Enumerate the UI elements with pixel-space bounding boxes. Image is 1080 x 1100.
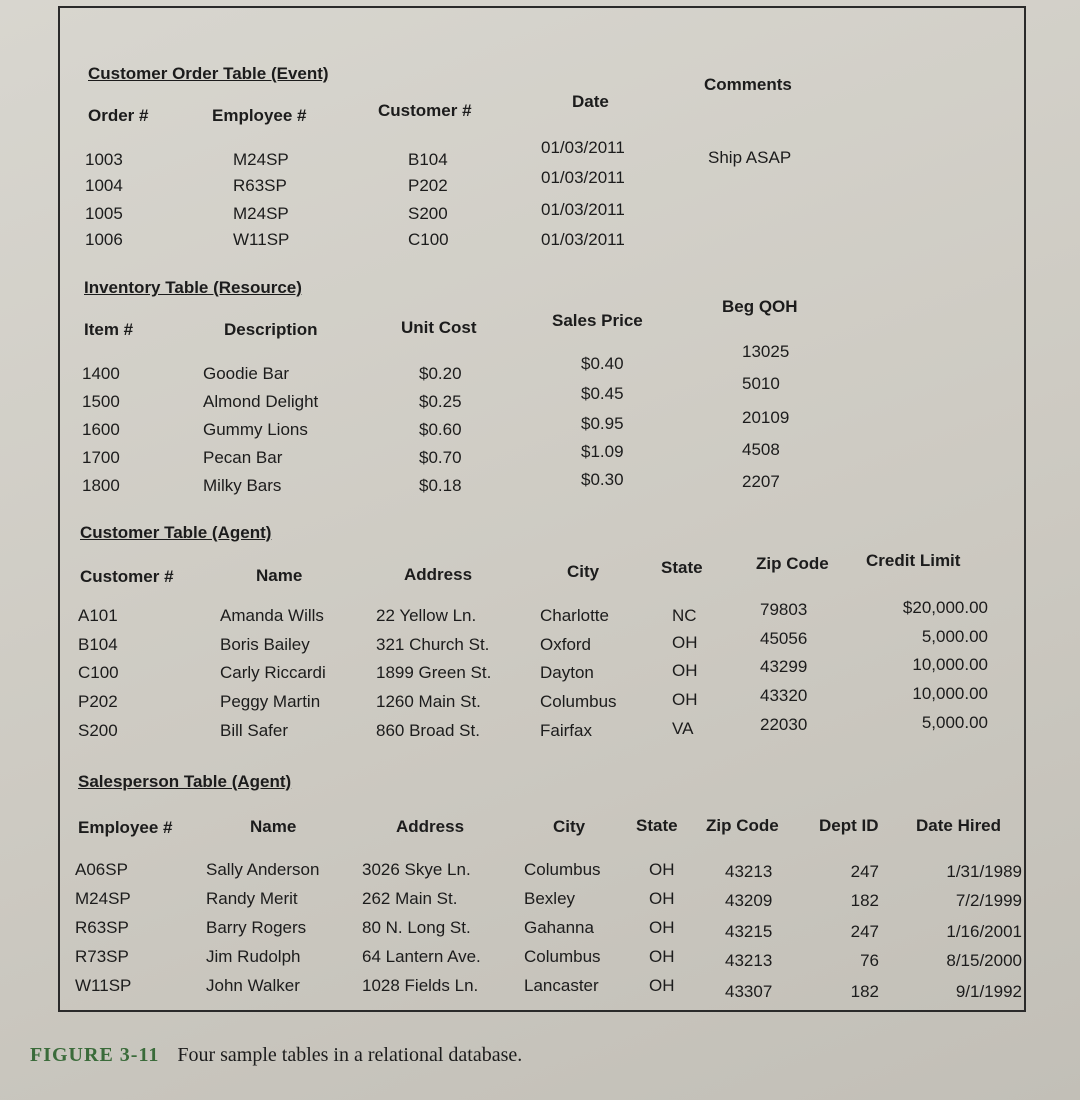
table-cell: $0.30 <box>581 470 624 489</box>
column-header-city: City <box>567 562 600 581</box>
table-cell: 5,000.00 <box>921 627 988 646</box>
column-header-customer: Customer # <box>378 101 472 120</box>
table-cell: Columbus <box>524 947 601 966</box>
table-cell: P202 <box>78 692 118 711</box>
table-cell: 79803 <box>760 600 808 619</box>
table-cell: 7/2/1999 <box>955 891 1022 910</box>
column-header-order: Order # <box>88 106 149 125</box>
table-cell: 3026 Skye Ln. <box>362 860 471 879</box>
table-cell: 76 <box>860 951 879 970</box>
table-cell: 1028 Fields Ln. <box>362 976 479 995</box>
table-cell: 182 <box>850 982 879 1001</box>
table-cell: OH <box>649 947 675 966</box>
table-cell: OH <box>649 860 675 879</box>
table-cell: 43320 <box>760 686 808 705</box>
column-header-name: Name <box>250 817 297 836</box>
table-cell: 5010 <box>742 374 780 393</box>
table-cell: 5,000.00 <box>921 713 988 732</box>
table-cell: Lancaster <box>524 976 599 995</box>
column-header-unit-cost: Unit Cost <box>401 318 477 337</box>
table-cell: Columbus <box>540 692 617 711</box>
column-header-credit-limit: Credit Limit <box>866 551 961 570</box>
table-cell: $0.60 <box>419 420 462 439</box>
table-cell: 01/03/2011 <box>541 168 625 187</box>
column-header-comments: Comments <box>704 75 792 94</box>
table-cell: 1500 <box>82 392 120 411</box>
table-cell: 1004 <box>85 176 123 195</box>
table-cell: $0.25 <box>419 392 462 411</box>
table-cell: OH <box>649 889 675 908</box>
table-cell: 1899 Green St. <box>376 663 492 682</box>
figure-number: FIGURE 3-11 <box>30 1044 160 1066</box>
table-cell: S200 <box>78 721 118 740</box>
table-cell: 20109 <box>742 408 790 427</box>
column-header-city: City <box>553 817 586 836</box>
column-header-zip-code: Zip Code <box>756 554 829 573</box>
table-cell: Sally Anderson <box>206 860 320 879</box>
table-cell: Columbus <box>524 860 601 879</box>
table-cell: 1/31/1989 <box>946 862 1022 881</box>
column-header-sales-price: Sales Price <box>552 311 643 330</box>
table-title-customer-table-agent: Customer Table (Agent) <box>80 523 272 542</box>
column-header-zip-code: Zip Code <box>706 816 779 835</box>
table-cell: 22 Yellow Ln. <box>376 606 477 625</box>
table-cell: Almond Delight <box>203 392 319 411</box>
table-cell: 1003 <box>85 150 123 169</box>
table-cell: $0.45 <box>581 384 624 403</box>
table-cell: M24SP <box>233 150 289 169</box>
table-cell: Gummy Lions <box>203 420 308 439</box>
table-cell: 01/03/2011 <box>541 230 625 249</box>
table-cell: 1/16/2001 <box>946 922 1022 941</box>
table-cell: 43307 <box>725 982 773 1001</box>
table-cell: Dayton <box>540 663 594 682</box>
table-cell: Pecan Bar <box>203 448 283 467</box>
table-cell: $0.20 <box>419 364 462 383</box>
table-cell: 80 N. Long St. <box>362 918 471 937</box>
column-header-customer: Customer # <box>80 567 174 586</box>
table-cell: W11SP <box>75 976 132 995</box>
table-title-customer-order-table-event: Customer Order Table (Event) <box>88 64 329 83</box>
table-cell: $0.70 <box>419 448 462 467</box>
column-header-state: State <box>661 558 703 577</box>
table-cell: Oxford <box>540 635 592 654</box>
column-header-dept-id: Dept ID <box>819 816 879 835</box>
table-cell: A06SP <box>75 860 128 879</box>
figure-caption-text: Four sample tables in a relational database. <box>177 1044 523 1066</box>
table-cell: VA <box>672 719 694 738</box>
column-header-state: State <box>636 816 678 835</box>
table-cell: 4508 <box>742 440 780 459</box>
column-header-date-hired: Date Hired <box>916 816 1002 835</box>
table-cell: $0.95 <box>581 414 624 433</box>
table-cell: 22030 <box>760 715 808 734</box>
table-title-inventory-table-resource: Inventory Table (Resource) <box>84 278 302 297</box>
table-cell: 10,000.00 <box>912 684 988 703</box>
table-cell: Milky Bars <box>203 476 282 495</box>
table-cell: R63SP <box>233 176 287 195</box>
table-cell: 43209 <box>725 891 773 910</box>
column-header-address: Address <box>404 565 473 584</box>
table-cell: Peggy Martin <box>220 692 321 711</box>
table-cell: Bill Safer <box>220 721 289 740</box>
table-cell: 43213 <box>725 951 773 970</box>
table-cell: 2207 <box>742 472 780 491</box>
table-cell: 9/1/1992 <box>955 982 1022 1001</box>
table-cell: Randy Merit <box>206 889 298 908</box>
table-cell: M24SP <box>233 204 289 223</box>
table-cell: 01/03/2011 <box>541 138 625 157</box>
table-cell: C100 <box>408 230 449 249</box>
table-cell: R73SP <box>75 947 129 966</box>
table-cell: Jim Rudolph <box>206 947 301 966</box>
column-header-employee: Employee # <box>78 818 173 837</box>
table-cell: OH <box>672 633 698 652</box>
table-cell: Carly Riccardi <box>220 663 326 682</box>
column-header-address: Address <box>396 817 465 836</box>
table-cell: R63SP <box>75 918 129 937</box>
table-cell: OH <box>672 661 698 680</box>
table-cell: Barry Rogers <box>206 918 307 937</box>
table-cell: 1006 <box>85 230 123 249</box>
table-cell: 321 Church St. <box>376 635 490 654</box>
table-cell: 182 <box>850 891 879 910</box>
table-cell: 1260 Main St. <box>376 692 481 711</box>
table-cell: Fairfax <box>540 721 592 740</box>
table-cell: $1.09 <box>581 442 624 461</box>
table-cell: 860 Broad St. <box>376 721 480 740</box>
table-cell: OH <box>672 690 698 709</box>
table-cell: B104 <box>78 635 118 654</box>
table-cell: 8/15/2000 <box>946 951 1022 970</box>
table-cell: 1600 <box>82 420 120 439</box>
table-cell: 262 Main St. <box>362 889 458 908</box>
column-header-date: Date <box>572 92 609 111</box>
table-cell: 01/03/2011 <box>541 200 625 219</box>
table-cell: NC <box>672 606 697 625</box>
table-cell: 1700 <box>82 448 120 467</box>
table-cell: A101 <box>78 606 118 625</box>
table-cell: $0.40 <box>581 354 624 373</box>
table-cell: 64 Lantern Ave. <box>362 947 481 966</box>
table-cell: Ship ASAP <box>708 148 792 167</box>
table-cell: Gahanna <box>524 918 594 937</box>
table-cell: 43215 <box>725 922 773 941</box>
table-cell: B104 <box>408 150 448 169</box>
table-cell: 45056 <box>760 629 808 648</box>
table-cell: M24SP <box>75 889 131 908</box>
table-cell: 247 <box>850 862 879 881</box>
table-cell: S200 <box>408 204 448 223</box>
table-cell: C100 <box>78 663 119 682</box>
table-cell: $0.18 <box>419 476 462 495</box>
table-cell: P202 <box>408 176 448 195</box>
table-cell: Boris Bailey <box>220 635 310 654</box>
table-cell: Charlotte <box>540 606 609 625</box>
table-cell: 1005 <box>85 204 123 223</box>
table-cell: 247 <box>850 922 879 941</box>
table-cell: $20,000.00 <box>902 598 988 617</box>
column-header-employee: Employee # <box>212 106 307 125</box>
table-cell: 10,000.00 <box>912 655 988 674</box>
table-cell: 43299 <box>760 657 808 676</box>
table-cell: Amanda Wills <box>220 606 324 625</box>
table-cell: W11SP <box>233 230 290 249</box>
figure-caption <box>30 1044 522 1067</box>
table-cell: Bexley <box>524 889 576 908</box>
column-header-item: Item # <box>84 320 134 339</box>
table-cell: OH <box>649 918 675 937</box>
table-cell: Goodie Bar <box>203 364 289 383</box>
column-header-name: Name <box>256 566 303 585</box>
table-cell: OH <box>649 976 675 995</box>
table-cell: John Walker <box>206 976 300 995</box>
column-header-beg-qoh: Beg QOH <box>722 297 798 316</box>
table-cell: 43213 <box>725 862 773 881</box>
column-header-description: Description <box>224 320 318 339</box>
table-cell: 13025 <box>742 342 790 361</box>
table-cell: 1800 <box>82 476 120 495</box>
table-title-salesperson-table-agent: Salesperson Table (Agent) <box>78 772 292 791</box>
table-cell: 1400 <box>82 364 120 383</box>
